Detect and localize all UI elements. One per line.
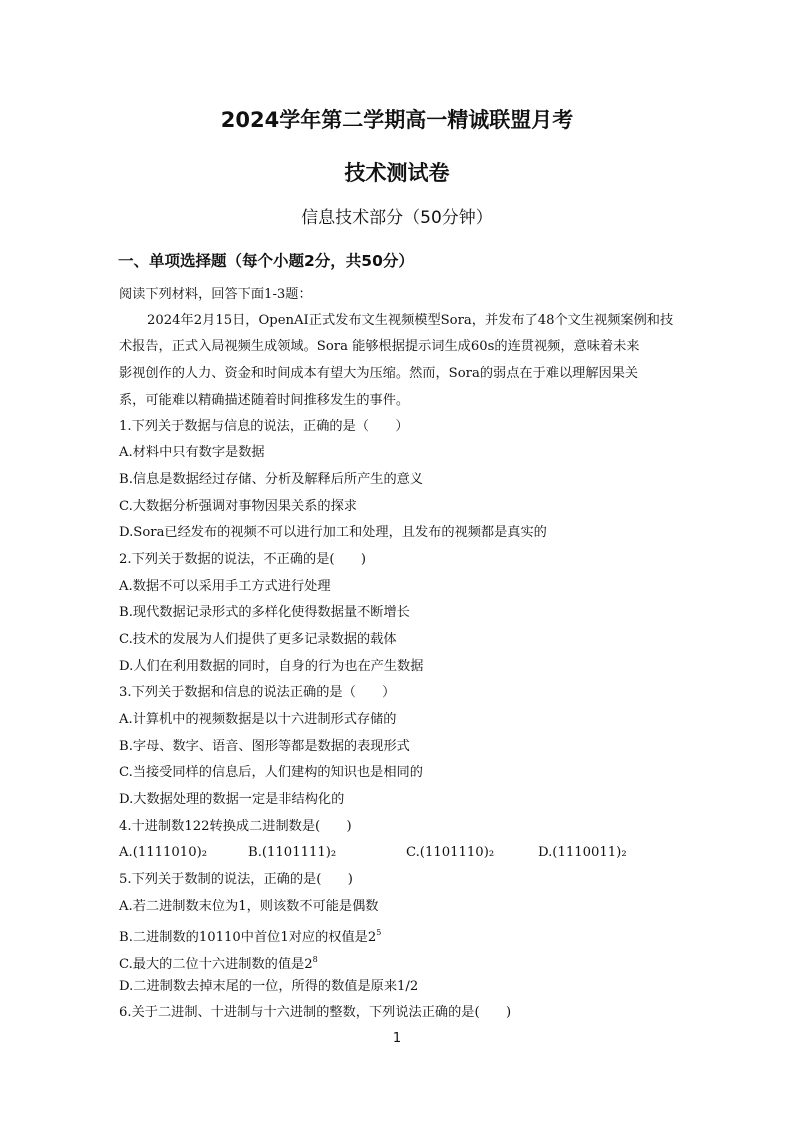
question-5-stem: 5.下列关于数制的说法，正确的是( ) (119, 872, 353, 887)
section-part-title: 信息技术部分（50分钟） (301, 208, 493, 228)
question-1-option-d: D.Sora已经发布的视频不可以进行加工和处理，且发布的视频都是真实的 (119, 525, 547, 540)
question-4-option-a: A.(1111010)₂ (119, 845, 208, 860)
exam-subtitle: 技术测试卷 (344, 161, 450, 185)
question-1-stem: 1.下列关于数据与信息的说法，正确的是（ ） (119, 419, 409, 434)
option-c-text: C.最大的二位十六进制数的值是2 (119, 957, 313, 972)
question-4-option-d: D.(1110011)₂ (538, 845, 627, 860)
question-2-option-b: B.现代数据记录形式的多样化使得数据量不断增长 (119, 605, 410, 620)
question-2-stem: 2.下列关于数据的说法，不正确的是( ) (119, 552, 367, 567)
question-3-option-b: B.字母、数字、语音、图形等都是数据的表现形式 (119, 739, 410, 754)
question-6-stem: 6.关于二进制、十进制与十六进制的整数，下列说法正确的是( ) (119, 1005, 512, 1020)
section-heading: 一、单项选择题（每个小题2分，共50分） (118, 252, 414, 270)
question-4-option-c: C.(1101110)₂ (406, 845, 495, 860)
exponent: 5 (376, 928, 382, 937)
passage-line: 系，可能难以精确描述随着时间推移发生的事件。 (119, 393, 410, 408)
question-5-option-c (119, 951, 318, 974)
reading-intro: 阅读下列材料，回答下面1-3题： (119, 287, 312, 302)
question-2-option-a: A.数据不可以采用手工方式进行处理 (119, 579, 331, 594)
question-2-option-c: C.技术的发展为人们提供了更多记录数据的载体 (119, 632, 397, 647)
passage-line: 影视创作的人力、资金和时间成本有望大为压缩。然而，Sora的弱点在于难以理解因果关 (119, 366, 639, 381)
passage-line: 2024年2月15日，OpenAI正式发布文生视频模型Sora，并发布了48个文生视频案例和技 (147, 313, 674, 328)
passage-line: 术报告，正式入局视频生成领域。Sora 能够根据提示词生成60s的连贯视频，意味着未来 (119, 339, 640, 354)
question-3-option-a: A.计算机中的视频数据是以十六进制形式存储的 (119, 712, 397, 727)
page-number: 1 (392, 1031, 402, 1046)
exam-title: 2024学年第二学期高一精诚联盟月考 (220, 108, 574, 132)
question-4-stem: 4.十进制数122转换成二进制数是( ) (119, 819, 352, 834)
question-4-option-b: B.(1101111)₂ (248, 845, 337, 860)
question-1-option-c: C.大数据分析强调对事物因果关系的探求 (119, 499, 357, 514)
question-1-option-a: A.材料中只有数字是数据 (119, 445, 265, 460)
option-b-text: B.二进制数的10110中首位1对应的权值是2 (119, 930, 377, 945)
question-1-option-b: B.信息是数据经过存储、分析及解释后所产生的意义 (119, 472, 424, 487)
question-3-option-c: C.当接受同样的信息后，人们建构的知识也是相同的 (119, 765, 423, 780)
exponent: 8 (312, 955, 318, 964)
question-5-option-a: A.若二进制数末位为1，则该数不可能是偶数 (119, 899, 379, 914)
question-5-option-b (119, 924, 381, 947)
question-3-stem: 3.下列关于数据和信息的说法正确的是（ ） (119, 685, 396, 700)
question-2-option-d: D.人们在利用数据的同时，自身的行为也在产生数据 (119, 659, 424, 674)
question-3-option-d: D.大数据处理的数据一定是非结构化的 (119, 792, 345, 807)
question-5-option-d: D.二进制数去掉末尾的一位，所得的数值是原来1/2 (119, 979, 419, 994)
